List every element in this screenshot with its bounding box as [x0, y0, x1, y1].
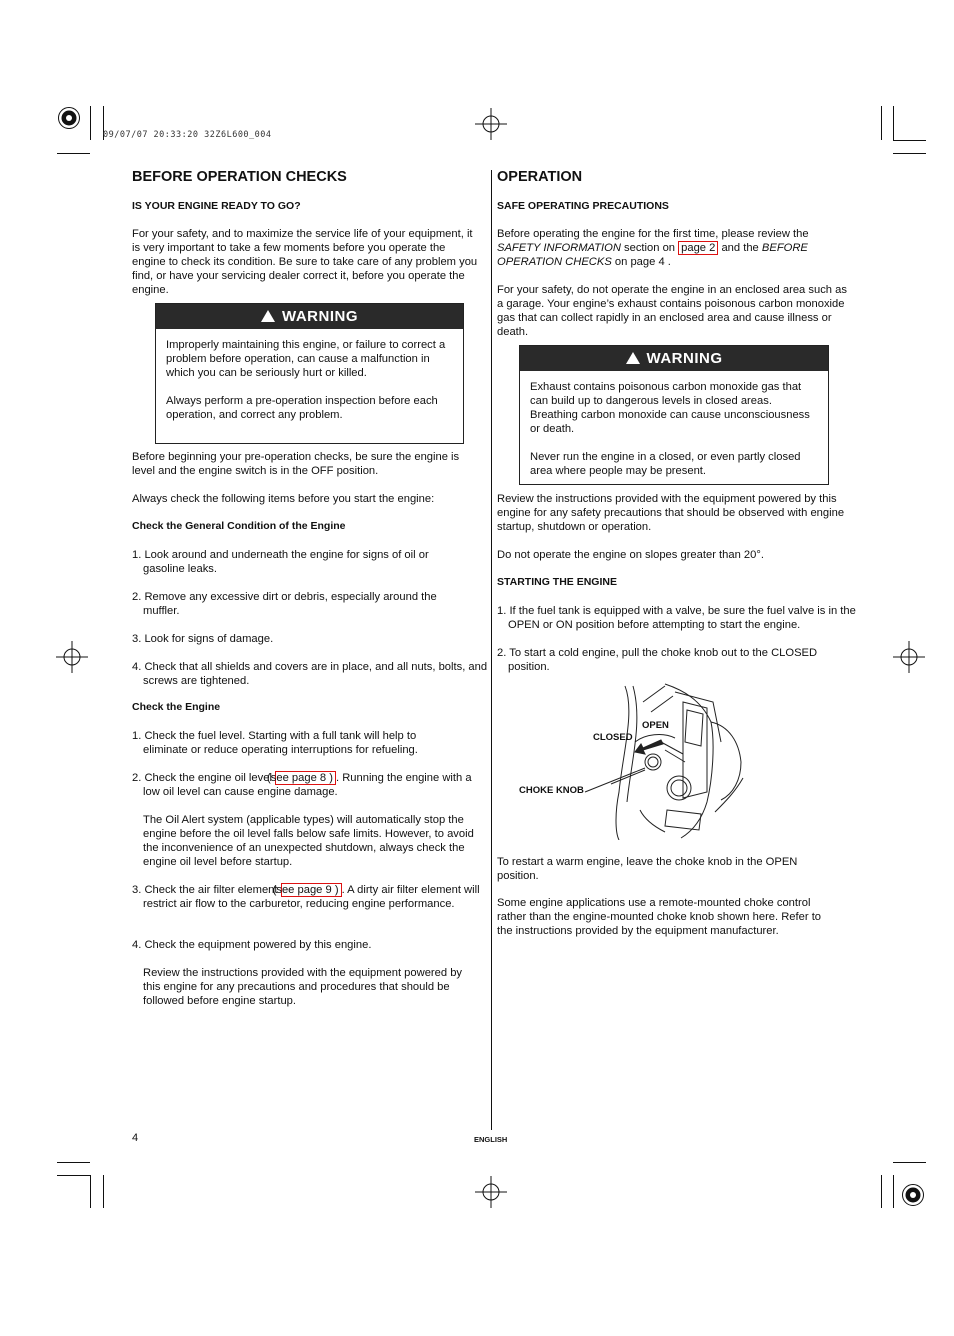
paragraph-always-check: Always check the following items before you start the engine: [132, 493, 435, 505]
registration-mark-bottom-right [901, 1183, 925, 1207]
crosshair-right [893, 641, 925, 673]
list-item: 2. Remove any excessive dirt or debris, especially around the muffler. [132, 591, 437, 617]
warning-box-maintenance [155, 303, 464, 444]
registration-mark-top-left [57, 106, 81, 130]
warning-text: Improperly maintaining this engine, or failure to correct a problem before operation, can cause a malfunction in which you can be seriously hurt or killed. [166, 339, 446, 379]
choke-knob-illustration [515, 682, 745, 840]
crop-mark [57, 1175, 90, 1176]
list-item: 4. Check the equipment powered by this engine. [132, 939, 372, 951]
crop-mark [881, 106, 882, 140]
crop-mark [103, 1175, 104, 1208]
section-title-before-operation-checks: BEFORE OPERATION CHECKS [132, 169, 347, 185]
heading-check-engine: Check the Engine [132, 701, 221, 713]
crop-mark [893, 106, 894, 140]
warning-label: WARNING [646, 350, 723, 367]
crop-mark [90, 106, 91, 140]
label-closed: CLOSED [593, 732, 633, 743]
page-number: 4 [132, 1132, 139, 1144]
review-equipment-paragraph: Review the instructions provided with the equipment powered by this engine for any precautions and procedures that should be followed before engine startup. [143, 967, 463, 1007]
warning-triangle-icon [626, 352, 640, 364]
crosshair-top [475, 108, 507, 140]
paragraph-review-instructions: Review the instructions provided with the equipment powered by this engine for any safety precautions that should be observed with engine startup, shutdown or operation. [497, 493, 845, 533]
link-page-2[interactable]: page 2 [678, 241, 718, 255]
link-see-page-9[interactable]: (see page 9 ) [281, 883, 342, 897]
crop-mark [893, 1162, 926, 1163]
language-label: ENGLISH [474, 1135, 508, 1144]
paragraph-slopes: Do not operate the engine on slopes greater than 20°. [497, 549, 764, 561]
warning-text: Always perform a pre-operation inspection before each operation, and correct any problem. [166, 395, 438, 421]
paragraph-restart-warm: To restart a warm engine, leave the choke knob in the OPEN position. [497, 856, 798, 882]
label-open: OPEN [642, 720, 669, 731]
warning-text: Exhaust contains poisonous carbon monoxide gas that can build up to dangerous levels in closed areas. Breathing carbon monoxide can cause unconsciousness or death. [530, 381, 810, 435]
list-item: 1. Check the fuel level. Starting with a full tank will help to eliminate or reduce operating interruptions for refueling. [132, 730, 418, 756]
link-see-page-8[interactable]: (see page 8 ) [275, 771, 336, 785]
warning-text: Never run the engine in a closed, or even partly closed area where people may be present. [530, 451, 801, 477]
list-item-oil-level: 2. Check the engine oil level (see page 8 ) . Running the engine with a low oil level can cause engine damage. [132, 772, 472, 798]
warning-label: WARNING [282, 308, 358, 325]
crop-mark [881, 1175, 882, 1208]
print-timestamp: 09/07/07 20:33:20 32Z6L600_004 [103, 130, 272, 140]
crop-mark [893, 1175, 894, 1208]
list-item: 4. Check that all shields and covers are in place, and all nuts, bolts, and screws are tightened. [132, 661, 488, 687]
heading-starting-engine: STARTING THE ENGINE [497, 576, 617, 588]
warning-header [520, 346, 828, 371]
crop-mark [90, 1175, 91, 1208]
paragraph-enclosed-area: For your safety, do not operate the engine in an enclosed area such as a garage. Your engine’s exhaust contains poisonous carbon monoxide gas that can collect rapidly in an enclosed area and cause illness or death. [497, 284, 847, 338]
subheading-safe-operating: SAFE OPERATING PRECAUTIONS [497, 200, 669, 212]
warning-header [156, 304, 463, 329]
warning-triangle-icon [261, 310, 275, 322]
paragraph-before-checks: Before beginning your pre-operation checks, be sure the engine is level and the engine switch is in the OFF position. [132, 451, 460, 477]
list-item: 2. To start a cold engine, pull the choke knob out to the CLOSED position. [497, 647, 818, 673]
list-item-air-filter: 3. Check the air filter element (see page 9 ) . A dirty air filter element will restrict air flow to the carburetor, reducing engine performance. [132, 884, 480, 910]
crosshair-bottom [475, 1176, 507, 1208]
paragraph-review-safety: Before operating the engine for the first time, please review the SAFETY INFORMATION section on page 2 and the BEFORE OPERATION CHECKS on page 4 . [497, 228, 809, 268]
oil-alert-paragraph: The Oil Alert system (applicable types) will automatically stop the engine before the oil level falls below safe limits. However, to avoid the inconvenience of an unexpected shutdown, always check the engine oil level before startup. [143, 814, 474, 868]
crop-mark [57, 1162, 90, 1163]
heading-general-condition: Check the General Condition of the Engine [132, 520, 346, 532]
list-item: 1. Look around and underneath the engine for signs of oil or gasoline leaks. [132, 549, 429, 575]
crosshair-left [56, 641, 88, 673]
label-choke-knob: CHOKE KNOB [519, 785, 584, 796]
section-title-operation: OPERATION [497, 169, 583, 185]
intro-paragraph: For your safety, and to maximize the service life of your equipment, it is very important to take a few moments before you operate the engine to check its condition. Be sure to take care of any problem you find, or have your servicing dealer correct it, before you operate the engine. [132, 228, 478, 296]
list-item: 3. Look for signs of damage. [132, 633, 274, 645]
warning-box-exhaust [519, 345, 829, 485]
column-divider [491, 170, 492, 1130]
subheading-engine-ready: IS YOUR ENGINE READY TO GO? [132, 200, 301, 212]
list-item: 1. If the fuel tank is equipped with a valve, be sure the fuel valve is in the OPEN or ON position before attempting to start the engine. [497, 605, 856, 631]
crop-mark [57, 153, 90, 154]
paragraph-remote-choke: Some engine applications use a remote-mounted choke control rather than the engine-mounted choke knob shown here. Refer to the instructions provided by the equipment manufacturer. [497, 897, 822, 937]
crop-mark [893, 153, 926, 154]
crop-mark [893, 140, 926, 141]
